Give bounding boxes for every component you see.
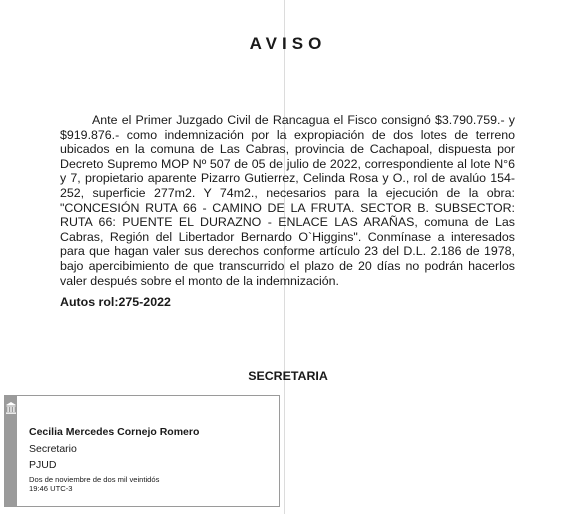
signature-time: 19:46 UTC-3 bbox=[29, 484, 73, 493]
signature-date: Dos de noviembre de dos mil veintidós bbox=[29, 475, 160, 484]
case-number: Autos rol:275-2022 bbox=[60, 295, 171, 309]
notice-body: Ante el Primer Juzgado Civil de Rancagua el Fisco consignó $3.790.759.- y $919.876.- como indemnización por la expropiación de dos lotes de terreno ubicados en la comuna de Las Cabras, provincia de Cachapoal, dispuesta por Decreto Supremo MOP Nº 507 de 05 de julio de 2022, correspondiente al lote N°6 y 7, propietario aparente Pizarro Gutierrez, Celinda Rosa y O., rol de avalúo 154-252, superficie 277m2. Y 74m2., necesarios para la ejecución de la obra: "CONCESIÓN RUTA 66 - CAMINO DE LA FRUTA. SECTOR B. SUBSECTOR: RUTA 66: PUENTE EL DURAZNO - ENLACE LAS ARAÑAS, comuna de Las Cabras, Región del Libertador Bernardo O`Higgins". Conmínase a interesados para que hagan valer sus derechos conforme artículo 23 del D.L. 2.186 de 1978, bajo apercibimiento de que transcurrido el plazo de 20 días no podrán hacerlos valer después sobre el monto de la indemnización. bbox=[60, 113, 515, 288]
signer-role: Secretario bbox=[29, 443, 77, 455]
signer-name: Cecilia Mercedes Cornejo Romero bbox=[29, 426, 200, 438]
notice-title: AVISO bbox=[249, 34, 327, 53]
electronic-signature-box bbox=[4, 395, 280, 507]
signer-organization: PJUD bbox=[29, 459, 57, 471]
secretaria-heading: SECRETARIA bbox=[248, 369, 328, 383]
courthouse-icon bbox=[5, 401, 17, 415]
